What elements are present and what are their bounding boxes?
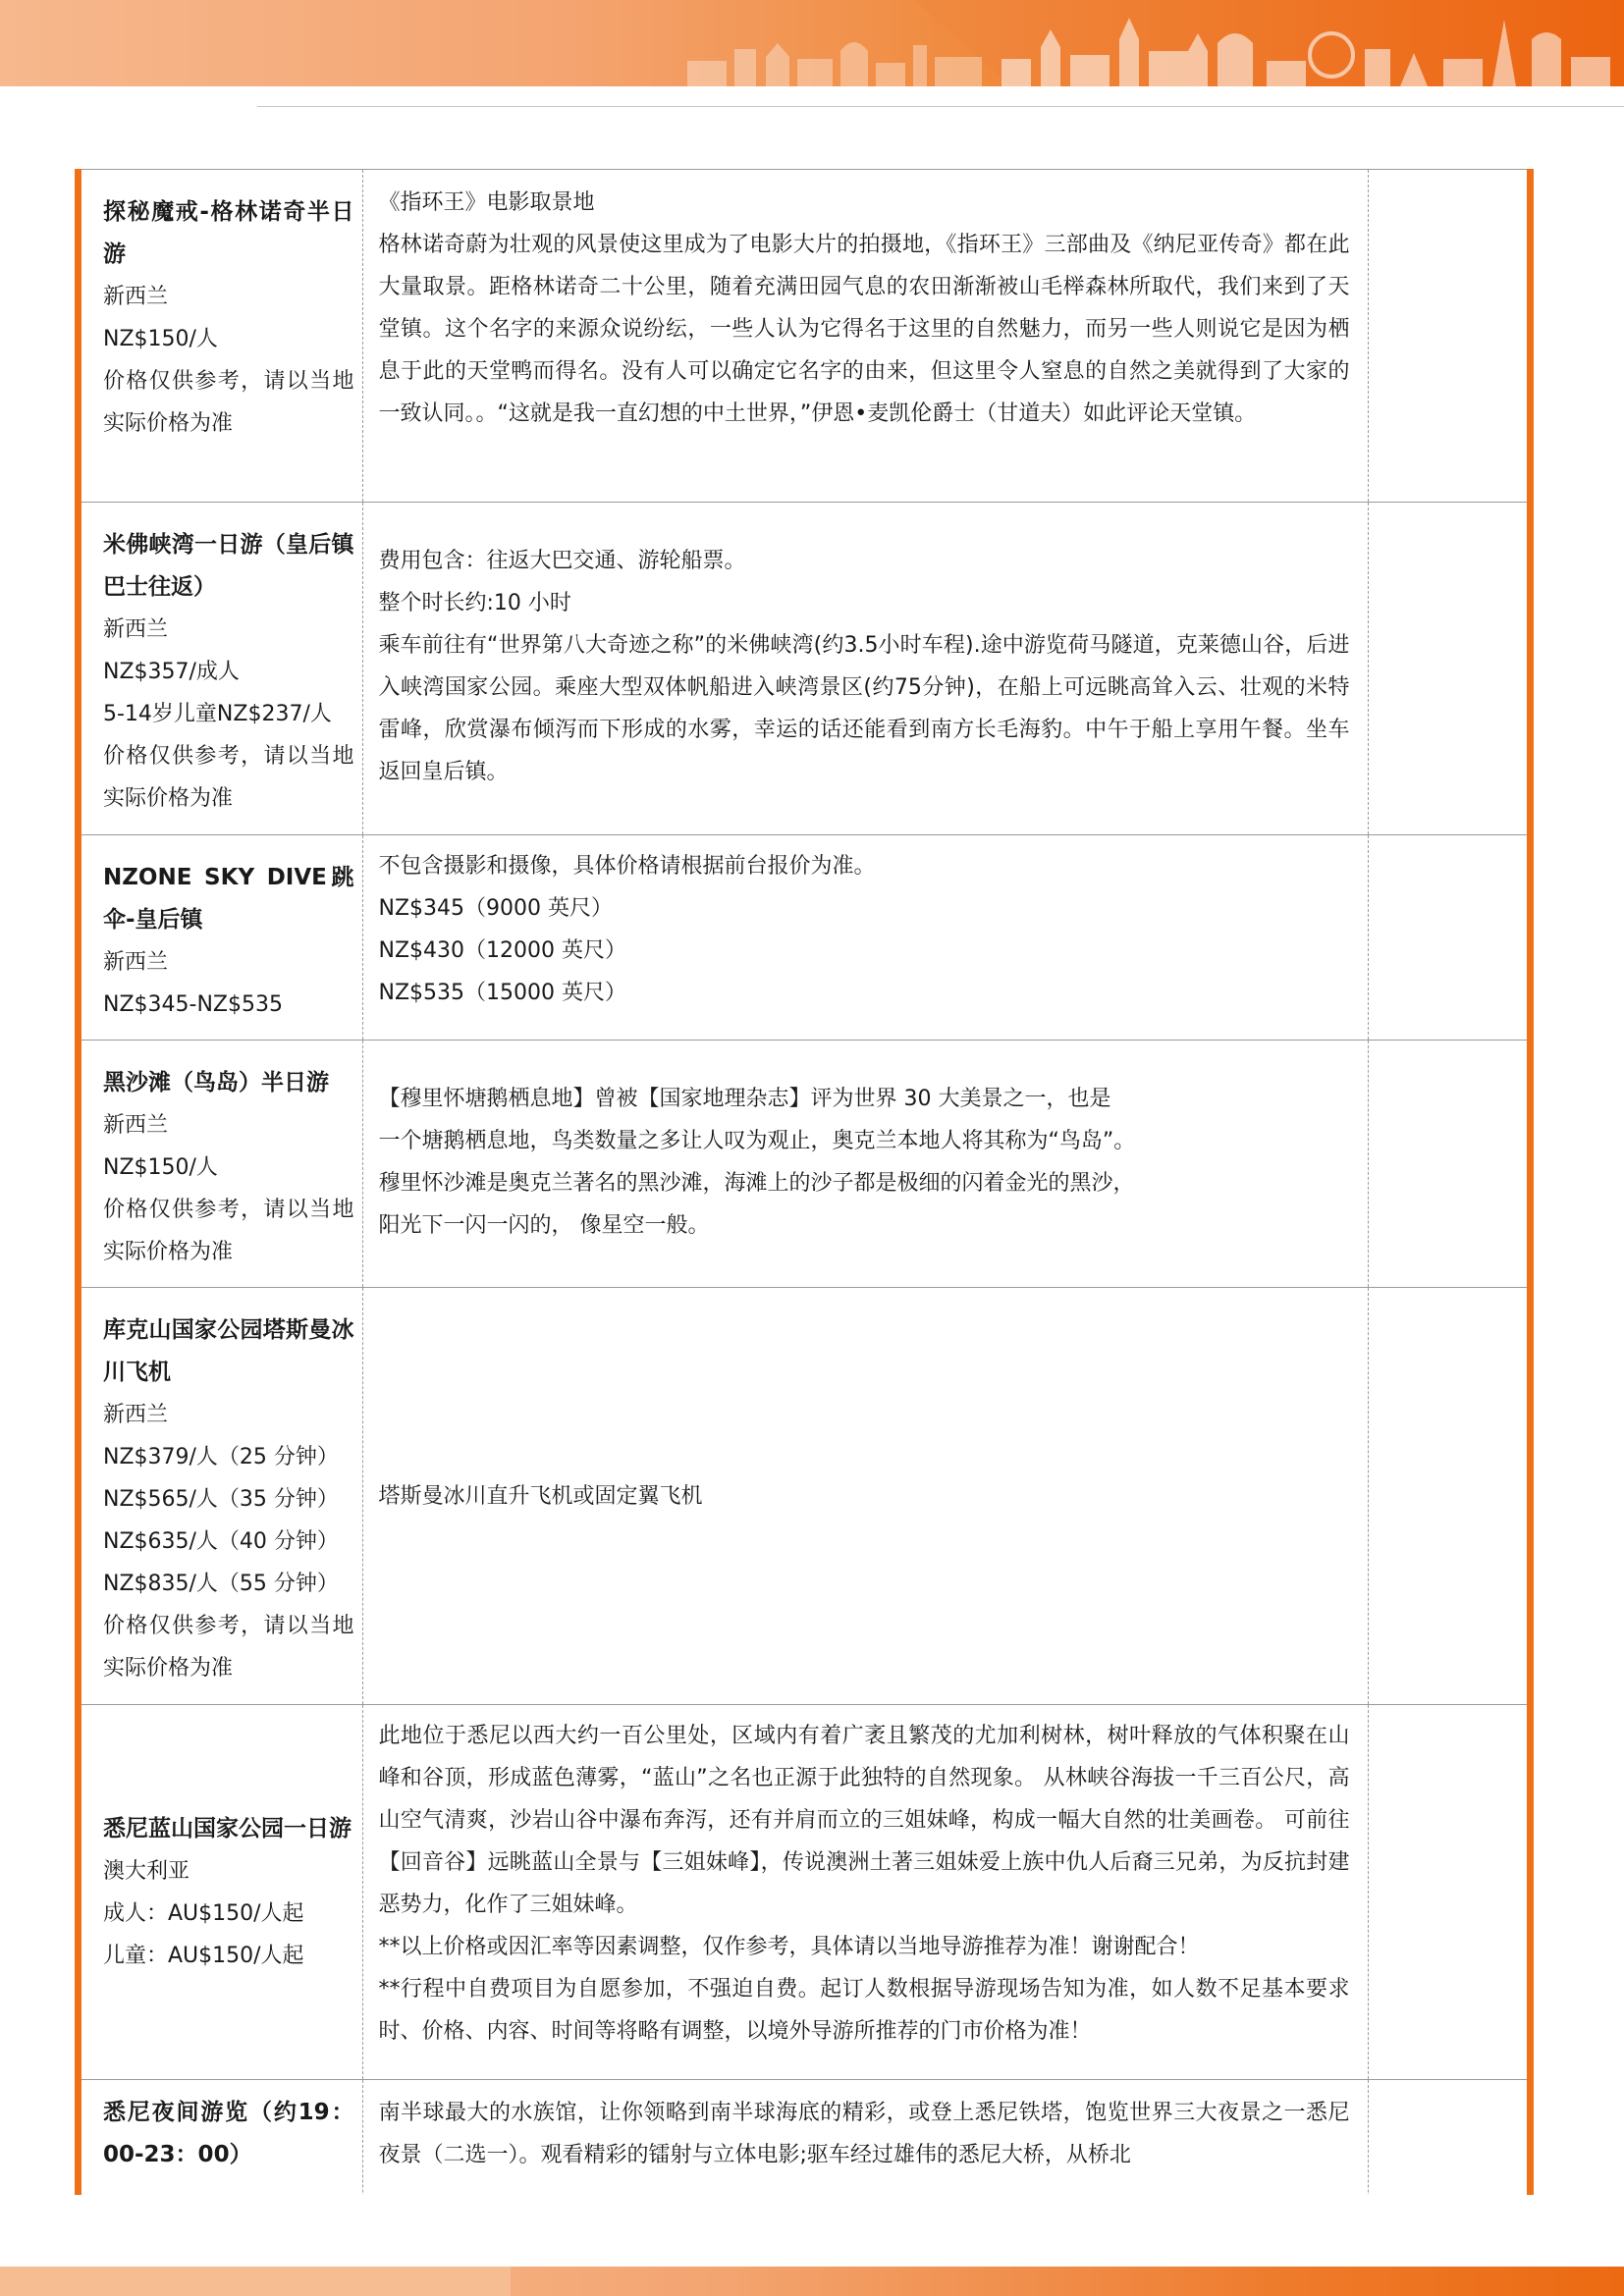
tour-description-cell bbox=[362, 2080, 1368, 2196]
tour-description: 乘车前往有“世界第八大奇迹之称”的米佛峡湾(约3.5小时车程).途中游览荷马隧道，克莱德山谷，后进入峡湾国家公园。乘座大型双体帆船进入峡湾景区(约75分钟)，在船上可远眺高耸入云、壮观的米特雷峰，欣赏瀑布倾泻而下形成的水雾，幸运的话还能看到南方长毛海豹。中午于船上享用午餐。坐车返回皇后镇。 bbox=[378, 633, 1350, 784]
tour-info-cell bbox=[81, 170, 362, 503]
tour-description: 《指环王》电影取景地 bbox=[378, 190, 595, 215]
empty-cell bbox=[1368, 2080, 1527, 2196]
tour-description: 不包含摄影和摄像，具体价格请根据前台报价为准。 bbox=[378, 854, 876, 879]
tour-country: 新西兰 bbox=[103, 617, 169, 642]
empty-cell bbox=[1368, 835, 1527, 1041]
tour-description: 穆里怀沙滩是奥克兰著名的黑沙滩，海滩上的沙子都是极细的闪着金光的黑沙， bbox=[378, 1171, 1135, 1196]
tour-info-cell bbox=[81, 1041, 362, 1288]
tour-description-cell bbox=[362, 503, 1368, 835]
table-row bbox=[81, 2080, 1527, 2196]
skyline-decoration bbox=[0, 0, 1624, 86]
tour-info-cell bbox=[81, 2080, 362, 2196]
tour-table bbox=[81, 169, 1527, 2195]
tour-description-cell bbox=[362, 1288, 1368, 1705]
header-rule bbox=[257, 106, 1624, 107]
tour-child-price: 儿童：AU$150/人起 bbox=[103, 1943, 304, 1968]
table-row bbox=[81, 1705, 1527, 2080]
tour-price: NZ$150/人 bbox=[103, 1155, 218, 1180]
tour-info-cell bbox=[81, 1288, 362, 1705]
tour-price-note: 价格仅供参考，请以当地实际价格为准 bbox=[103, 369, 354, 436]
tour-country: 澳大利亚 bbox=[103, 1858, 190, 1884]
tour-price-option: NZ$430（12000 英尺） bbox=[378, 938, 626, 963]
tour-description-cell bbox=[362, 170, 1368, 503]
tour-title: 黑沙滩（鸟岛）半日游 bbox=[103, 1070, 329, 1095]
tour-title: 悉尼蓝山国家公园一日游 bbox=[103, 1815, 352, 1842]
tour-country: 新西兰 bbox=[103, 1113, 169, 1138]
tour-price-note: 价格仅供参考，请以当地实际价格为准 bbox=[103, 1614, 354, 1681]
table-row bbox=[81, 1288, 1527, 1705]
tour-child-price: 5-14岁儿童NZ$237/人 bbox=[103, 702, 332, 726]
tour-price-option: NZ$535（15000 英尺） bbox=[378, 981, 626, 1005]
tour-info-cell bbox=[81, 1705, 362, 2080]
empty-cell bbox=[1368, 1288, 1527, 1705]
tour-country: 新西兰 bbox=[103, 950, 169, 975]
tour-title: 探秘魔戒-格林诺奇半日游 bbox=[103, 199, 354, 267]
tour-price-option: NZ$565/人（35 分钟） bbox=[103, 1487, 339, 1512]
tour-table-frame bbox=[75, 169, 1534, 2195]
tour-price-option: NZ$635/人（40 分钟） bbox=[103, 1529, 339, 1554]
table-row bbox=[81, 835, 1527, 1041]
tour-description: 塔斯曼冰川直升飞机或固定翼飞机 bbox=[378, 1483, 703, 1509]
tour-notice: **以上价格或因汇率等因素调整，仅作参考，具体请以当地导游推荐为准！谢谢配合！ bbox=[378, 1935, 1200, 1959]
tour-price: NZ$150/人 bbox=[103, 327, 218, 351]
tour-info-cell bbox=[81, 503, 362, 835]
tour-price-note: 价格仅供参考，请以当地实际价格为准 bbox=[103, 744, 354, 811]
tour-country: 新西兰 bbox=[103, 1403, 169, 1427]
tour-price-option: NZ$345（9000 英尺） bbox=[378, 896, 613, 921]
empty-cell bbox=[1368, 503, 1527, 835]
tour-description: 【穆里怀塘鹅栖息地】曾被【国家地理杂志】评为世界 30 大美景之一，也是 bbox=[378, 1087, 1111, 1111]
tour-description: 一个塘鹅栖息地，鸟类数量之多让人叹为观止，奥克兰本地人将其称为“鸟岛”。 bbox=[378, 1129, 1136, 1153]
table-row bbox=[81, 170, 1527, 503]
empty-cell bbox=[1368, 1041, 1527, 1288]
tour-title: 米佛峡湾一日游（皇后镇巴士往返） bbox=[103, 532, 354, 600]
tour-title: 悉尼夜间游览（约19：00-23：00） bbox=[103, 2100, 354, 2167]
tour-description: 格林诺奇蔚为壮观的风景使这里成为了电影大片的拍摄地，《指环王》三部曲及《纳尼亚传奇》都在此大量取景。距格林诺奇二十公里，随着充满田园气息的农田渐渐被山毛榉森林所取代，我们来到了天堂镇。这个名字的来源众说纷纭，一些人认为它得名于这里的自然魅力，而另一些人则说它是因为栖息于此的天堂鸭而得名。没有人可以确定它名字的由来，但这里令人窒息的自然之美就得到了大家的一致认同。。“这就是我一直幻想的中土世界，”伊恩•麦凯伦爵士（甘道夫）如此评论天堂镇。 bbox=[378, 233, 1350, 426]
table-row bbox=[81, 503, 1527, 835]
header-banner bbox=[0, 0, 1624, 86]
tour-price-note: 价格仅供参考，请以当地实际价格为准 bbox=[103, 1198, 354, 1264]
tour-notice: **行程中自费项目为自愿参加，不强迫自费。起订人数根据导游现场告知为准，如人数不足基本要求时、价格、内容、时间等将略有调整，以境外导游所推荐的门市价格为准！ bbox=[378, 1977, 1350, 2044]
tour-description: 南半球最大的水族馆，让你领略到南半球海底的精彩，或登上悉尼铁塔，饱览世界三大夜景之一悉尼夜景（二选一）。观看精彩的镭射与立体电影;驱车经过雄伟的悉尼大桥，从桥北 bbox=[378, 2101, 1350, 2167]
tour-description-cell bbox=[362, 1705, 1368, 2080]
tour-adult-price: 成人：AU$150/人起 bbox=[103, 1900, 304, 1926]
tour-price-option: NZ$379/人（25 分钟） bbox=[103, 1445, 339, 1469]
empty-cell bbox=[1368, 1705, 1527, 2080]
tour-title: 库克山国家公园塔斯曼冰川飞机 bbox=[103, 1317, 354, 1385]
tour-price: NZ$357/成人 bbox=[103, 660, 240, 684]
empty-cell bbox=[1368, 170, 1527, 503]
footer-bar bbox=[0, 2267, 1624, 2296]
tour-info-cell bbox=[81, 835, 362, 1041]
tour-price: NZ$345-NZ$535 bbox=[103, 992, 283, 1017]
tour-description-cell bbox=[362, 1041, 1368, 1288]
tour-description: 此地位于悉尼以西大约一百公里处，区域内有着广袤且繁茂的尤加利树林，树叶释放的气体积聚在山峰和谷顶，形成蓝色薄雾，“蓝山”之名也正源于此独特的自然现象。 从林峡谷海拔一千三百公尺，高山空气清爽，沙岩山谷中瀑布奔泻，还有并肩而立的三姐妹峰，构成一幅大自然的壮美画卷。 可前往【回音谷】远眺蓝山全景与【三姐妹峰】，传说澳洲土著三姐妹爱上族中仇人后裔三兄弟，为反抗封建恶势力，化作了三姐妹峰。 bbox=[378, 1724, 1350, 1917]
table-row bbox=[81, 1041, 1527, 1288]
tour-description: 费用包含：往返大巴交通、游轮船票。 bbox=[378, 549, 746, 573]
tour-description: 整个时长约:10 小时 bbox=[378, 591, 571, 615]
tour-title: NZONE SKY DIVE跳伞-皇后镇 bbox=[103, 865, 354, 933]
tour-price-option: NZ$835/人（55 分钟） bbox=[103, 1572, 339, 1596]
tour-description-cell bbox=[362, 835, 1368, 1041]
tour-description: 阳光下一闪一闪的， 像星空一般。 bbox=[378, 1213, 710, 1238]
tour-country: 新西兰 bbox=[103, 285, 169, 309]
